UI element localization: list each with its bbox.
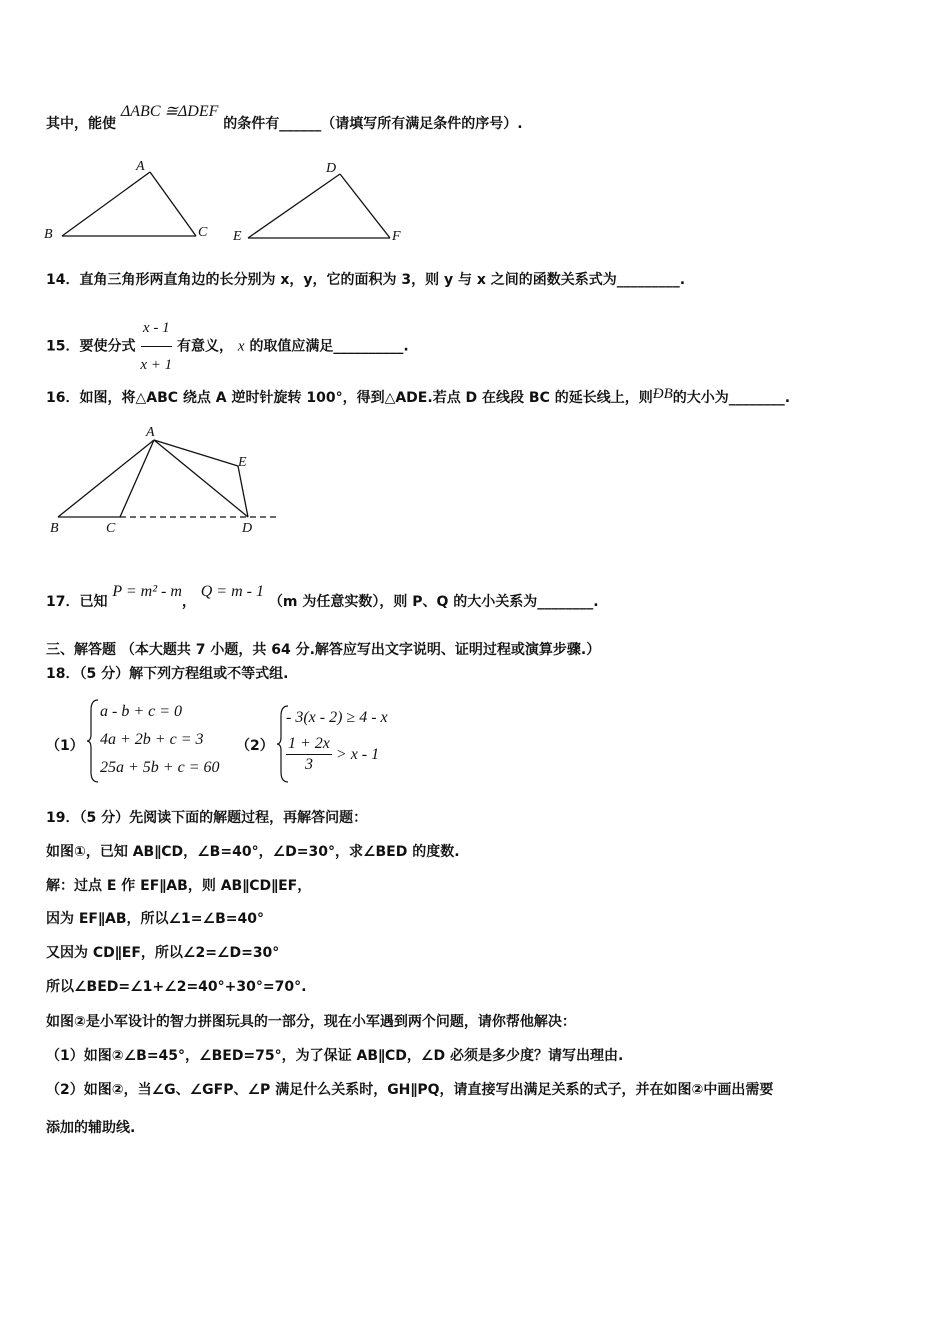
q19-line-5 xyxy=(46,977,306,997)
triangle-abc-side-ac xyxy=(150,172,196,236)
sys2-ineq2 xyxy=(286,734,388,775)
q16-prefix: 16．如图，将△ABC 绕点 A 逆时针旋转 100°，得到△ADE.若点 D 在线段 BC 的延长线上，则 xyxy=(46,390,653,406)
sys1-eq1: a - b + c = 0 xyxy=(100,703,183,720)
q18-label-2 xyxy=(236,736,274,756)
sys2-denominator: 3 xyxy=(304,756,313,773)
q16-angle-symbol: ÐB xyxy=(652,386,673,402)
label-f: F xyxy=(392,229,401,244)
q13-line xyxy=(46,103,523,134)
triangles-figure xyxy=(40,150,420,250)
q13-formula: ΔABC ≅ΔDEF xyxy=(120,103,219,120)
q19-text-4: 又因为 CD∥EF，所以∠2=∠D=30° xyxy=(46,945,280,961)
triangle-def-side-df xyxy=(340,174,390,238)
segment-ab xyxy=(58,440,154,517)
q15-middle: 有意义， xyxy=(177,338,234,355)
sys1-eq3: 25a + 5b + c = 60 xyxy=(100,759,220,776)
q14-text: 14．直角三角形两直角边的长分别为 x，y，它的面积为 3，则 y 与 x 之间的函数关系式为_________. xyxy=(46,272,686,288)
sys2-ineq1: - 3(x - 2) ≥ 4 - x xyxy=(286,709,388,726)
label-d: D xyxy=(326,161,337,176)
label-e: E xyxy=(233,229,242,244)
brace-left-1 xyxy=(86,698,100,784)
q19-text-2: 解：过点 E 作 EF∥AB，则 AB∥CD∥EF， xyxy=(46,878,312,894)
q19-text-1: 如图①，已知 AB∥CD，∠B=40°，∠D=30°，求∠BED 的度数. xyxy=(46,844,460,860)
q19-line-6 xyxy=(46,1012,576,1032)
q19-line-3 xyxy=(46,909,264,929)
q19-text-8: （2）如图②，当∠G、∠GFP、∠P 满足什么关系时，GH∥PQ，请直接写出满足关系的式子，并在如图②中画出需要 xyxy=(46,1082,774,1098)
section-3-heading xyxy=(46,640,600,660)
q15-fraction xyxy=(140,310,172,383)
sys2-fraction xyxy=(286,734,332,775)
label-a: A xyxy=(146,425,155,440)
q16-line xyxy=(46,388,790,408)
q18-label-1-text: （1） xyxy=(46,738,84,754)
q17-suffix: （m 为任意实数），则 P、Q 的大小关系为________. xyxy=(268,594,599,610)
triangle-abc-side-ba xyxy=(62,172,150,236)
q17-formula-p: P = m² - m xyxy=(112,583,182,600)
segment-ae xyxy=(154,440,238,466)
q18-text: 18．（5 分）解下列方程组或不等式组. xyxy=(46,666,289,682)
q19-line-0 xyxy=(46,808,367,828)
q17-line xyxy=(46,583,599,612)
sys2-rhs: > x - 1 xyxy=(335,745,380,763)
q19-line-7 xyxy=(46,1046,623,1066)
q18-system-2 xyxy=(286,704,388,775)
label-b: B xyxy=(50,521,59,536)
q19-text-9: 添加的辅助线. xyxy=(46,1120,136,1136)
rotation-figure xyxy=(40,420,300,550)
q15-line xyxy=(46,310,409,383)
q13-suffix: 的条件有______（请填写所有满足条件的序号）. xyxy=(223,116,523,132)
sys1-eq2: 4a + 2b + c = 3 xyxy=(100,731,204,748)
label-c: C xyxy=(106,521,116,536)
label-a: A xyxy=(136,159,145,174)
q19-text-0: 19．（5 分）先阅读下面的解题过程，再解答问题： xyxy=(46,810,368,826)
q17-formula-q: Q = m - 1 xyxy=(200,583,264,600)
label-d: D xyxy=(242,521,253,536)
sys2-numerator: 1 + 2x xyxy=(286,734,332,755)
q18-line xyxy=(46,664,288,684)
segment-ad xyxy=(154,440,248,517)
q14-line xyxy=(46,270,685,290)
q18-label-2-text: （2） xyxy=(236,738,274,754)
q15-numerator: x - 1 xyxy=(141,310,172,347)
q15-prefix: 15．要使分式 xyxy=(46,338,136,355)
q17-prefix: 17．已知 xyxy=(46,594,108,610)
q16-suffix: 的大小为________. xyxy=(672,390,791,406)
q15-var: x xyxy=(237,338,245,355)
q15-denominator: x + 1 xyxy=(140,357,173,373)
q15-suffix: 的取值应满足__________. xyxy=(249,338,409,355)
label-b: B xyxy=(44,227,53,242)
q19-text-3: 因为 EF∥AB，所以∠1=∠B=40° xyxy=(46,911,264,927)
q18-system-1 xyxy=(100,698,220,782)
q19-line-1 xyxy=(46,842,460,862)
q19-line-4 xyxy=(46,943,279,963)
q13-prefix: 其中，能使 xyxy=(46,116,116,132)
q17-comma: ， xyxy=(181,594,196,610)
q19-line-8 xyxy=(46,1080,773,1100)
segment-ac xyxy=(120,440,154,517)
label-c: C xyxy=(198,225,208,240)
q19-text-7: （1）如图②∠B=45°，∠BED=75°，为了保证 AB∥CD，∠D 必须是多少度？请写出理由. xyxy=(46,1048,624,1064)
q19-line-9 xyxy=(46,1118,135,1138)
q19-text-6: 如图②是小军设计的智力拼图玩具的一部分，现在小军遇到两个问题，请你帮他解决： xyxy=(46,1014,576,1030)
q18-label-1 xyxy=(46,736,84,756)
label-e: E xyxy=(238,455,247,470)
q19-text-5: 所以∠BED=∠1+∠2=40°+30°=70°. xyxy=(46,979,307,995)
section-3-text: 三、解答题 （本大题共 7 小题，共 64 分.解答应写出文字说明、证明过程或演算步骤.） xyxy=(46,642,601,658)
triangle-def-side-ed xyxy=(248,174,340,238)
q19-line-2 xyxy=(46,876,311,896)
